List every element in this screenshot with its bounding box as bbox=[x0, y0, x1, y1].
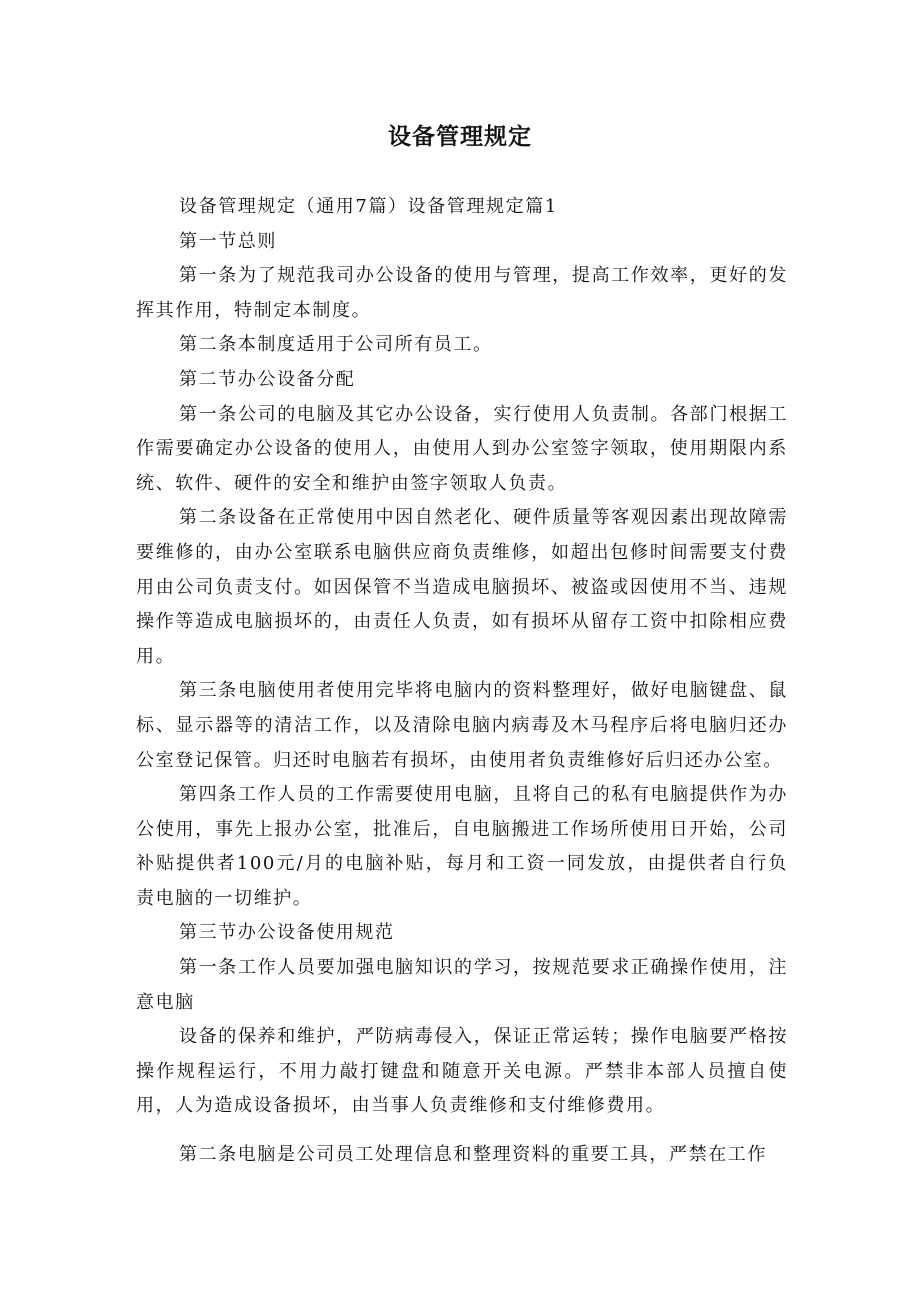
paragraph: 第二条设备在正常使用中因自然老化、硬件质量等客观因素出现故障需要维修的，由办公室联系电脑供应商负责维修，如超出包修时间需要支付费用由公司负责支付。如因保管不当造成电脑损坏、被盗或因使用不当、违规操作等造成电脑损坏的，由责任人负责，如有损坏从留存工资中扣除相应费用。 bbox=[136, 507, 788, 667]
paragraph: 设备的保养和维护，严防病毒侵入，保证正常运转；操作电脑要严格按操作规程运行，不用力敲打键盘和随意开关电源。严禁非本部人员擅自使用，人为造成设备损坏，由当事人负责维修和支付维修费用。 bbox=[136, 1026, 788, 1117]
document-title: 设备管理规定 bbox=[388, 124, 532, 150]
paragraph: 第四条工作人员的工作需要使用电脑，且将自己的私有电脑提供作为办公使用，事先上报办公室，批准后，自电脑搬进工作场所使用日开始，公司补贴提供者100元/月的电脑补贴，每月和工资一同发放，由提供者自行负责电脑的一切维护。 bbox=[136, 784, 788, 909]
paragraph: 第二条电脑是公司员工处理信息和整理资料的重要工具，严禁在工作 bbox=[179, 1144, 767, 1166]
paragraph: 第一条工作人员要加强电脑知识的学习，按规范要求正确操作使用，注意电脑 bbox=[136, 957, 788, 1013]
paragraph: 第一条公司的电脑及其它办公设备，实行使用人负责制。各部门根据工作需要确定办公设备的使用人，由使用人到办公室签字领取，使用期限内系统、软件、硬件的安全和维护由签字领取人负责。 bbox=[136, 403, 788, 494]
paragraph: 第一条为了规范我司办公设备的使用与管理，提高工作效率，更好的发挥其作用，特制定本制度。 bbox=[136, 265, 788, 321]
document-body bbox=[136, 190, 788, 1173]
section-heading: 第二节办公设备分配 bbox=[179, 368, 356, 390]
paragraph: 第三条电脑使用者使用完毕将电脑内的资料整理好，做好电脑键盘、鼠标、显示器等的清洁工作，以及清除电脑内病毒及木马程序后将电脑归还办公室登记保管。归还时电脑若有损坏，由使用者负责维修好后归还办公室。 bbox=[136, 680, 788, 771]
paragraph: 第二条本制度适用于公司所有员工。 bbox=[179, 334, 493, 356]
heading-collection: 设备管理规定（通用7篇）设备管理规定篇1 bbox=[179, 196, 558, 217]
section-heading: 第三节办公设备使用规范 bbox=[179, 922, 395, 944]
section-heading: 第一节总则 bbox=[179, 230, 277, 252]
